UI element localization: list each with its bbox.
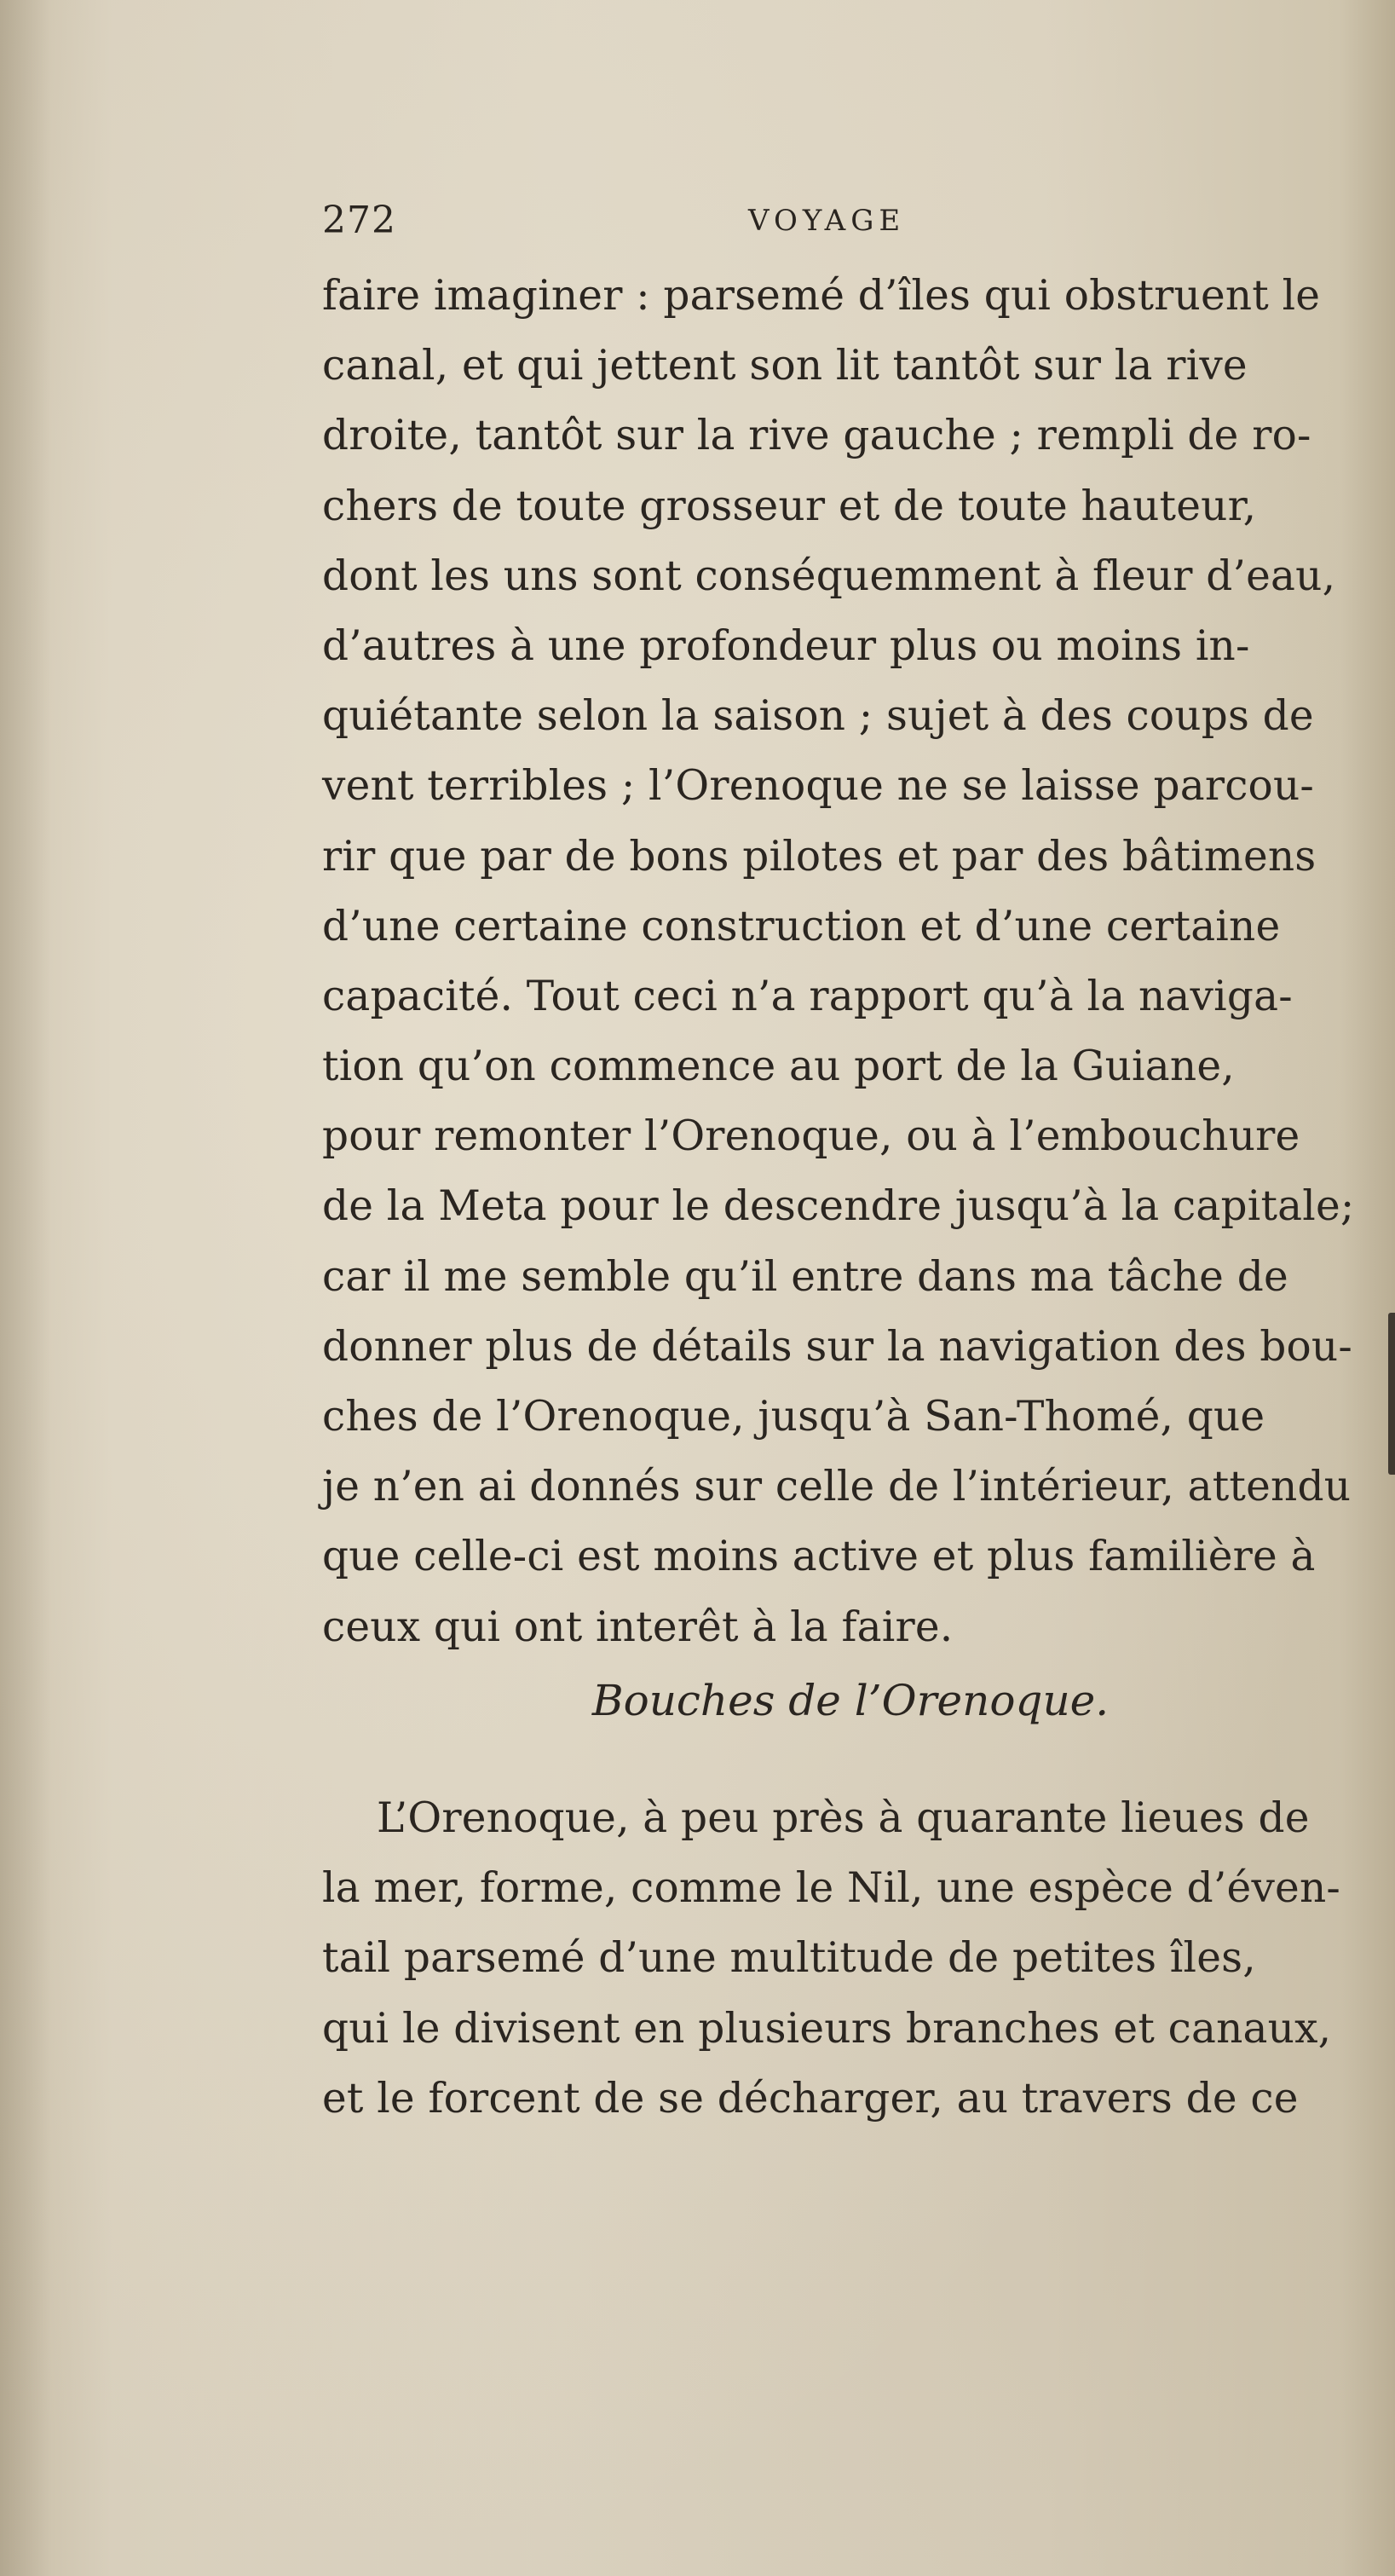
text-line: pour remonter l’Orenoque, ou à l’embouchure xyxy=(322,1112,1300,1161)
text-line: canal, et qui jettent son lit tantôt sur la rive xyxy=(322,342,1248,390)
text-line: chers de toute grosseur et de toute hauteur, xyxy=(322,482,1257,530)
text-line: de la Meta pour le descendre jusqu’à la capitale; xyxy=(322,1182,1355,1231)
text-line: tion qu’on commence au port de la Guiane, xyxy=(322,1043,1235,1091)
text-line: quiétante selon la saison ; sujet à des coups de xyxy=(322,692,1314,741)
text-line: vent terribles ; l’Orenoque ne se laisse parcou- xyxy=(322,762,1314,811)
text-line: et le forcent de se décharger, au travers de ce xyxy=(322,2074,1299,2123)
running-head xyxy=(322,199,1379,250)
paragraph-2 xyxy=(322,1783,1379,2134)
text-line: car il me semble qu’il entre dans ma tâche de xyxy=(322,1252,1288,1301)
text-line: rir que par de bons pilotes et par des bâtimens xyxy=(322,832,1317,881)
page-number: 272 xyxy=(322,199,396,242)
text-line: que celle-ci est moins active et plus familière à xyxy=(322,1533,1316,1581)
gutter-shadow xyxy=(0,0,51,2576)
section-heading: Bouches de l’Orenoque. xyxy=(591,1676,1110,1725)
text-line: ceux qui ont interêt à la faire. xyxy=(322,1603,954,1651)
text-line: je n’en ai donnés sur celle de l’intérieur, attendu xyxy=(322,1463,1352,1511)
text-line: L’Orenoque, à peu près à quarante lieues de xyxy=(377,1794,1310,1842)
text-line: droite, tantôt sur la rive gauche ; rempli de ro- xyxy=(322,412,1311,460)
text-line: d’une certaine construction et d’une certaine xyxy=(322,902,1281,950)
text-line: capacité. Tout ceci n’a rapport qu’à la naviga- xyxy=(322,972,1293,1020)
text-line: dont les uns sont conséquemment à fleur d’eau, xyxy=(322,552,1336,600)
text-line: la mer, forme, comme le Nil, une espèce d’éven- xyxy=(322,1864,1340,1913)
text-line: faire imaginer : parsemé d’îles qui obstruent le xyxy=(322,272,1321,320)
page-edge-mark xyxy=(1388,1313,1395,1475)
text-line: ches de l’Orenoque, jusqu’à San-Thomé, que xyxy=(322,1393,1265,1441)
running-title: VOYAGE xyxy=(748,204,906,238)
text-line: donner plus de détails sur la navigation des bou- xyxy=(322,1322,1352,1371)
text-line: d’autres à une profondeur plus ou moins in- xyxy=(322,621,1250,670)
text-line: tail parsemé d’une multitude de petites îles, xyxy=(322,1934,1256,1983)
text-line: qui le divisent en plusieurs branches et canaux, xyxy=(322,2004,1332,2053)
paragraph-1 xyxy=(322,261,1379,1662)
